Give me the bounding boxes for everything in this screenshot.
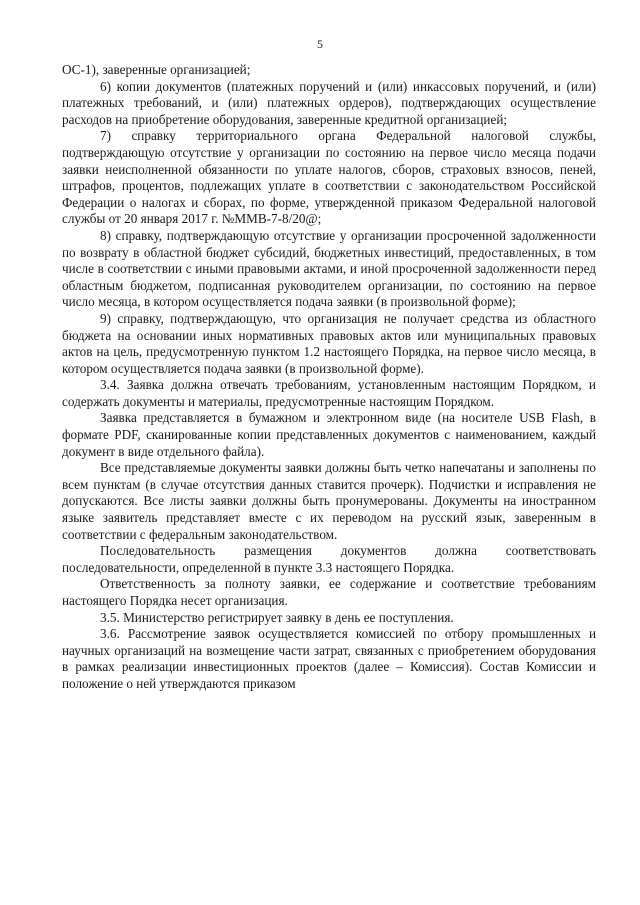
paragraph-section-3-6: 3.6. Рассмотрение заявок осуществляется комиссией по отбору промышленных и научных организаций на возмещение части затрат, связанных с приобретением оборудования в рамках реализации инвестиционных проектов (далее – Комиссия). Состав Комиссии и положение о ней утверждаются приказом — [62, 626, 596, 691]
paragraph-item-7-tax-certificate: 7) справку территориального органа Федеральной налоговой службы, подтверждающую отсутствие у организации по состоянию на первое число месяца подачи заявки неисполненной обязанности по уплате налогов, сборов, страховых взносов, пеней, штрафов, процентов, подлежащих уплате в соответствии с законодательством Российской Федерации о налогах и сборах, по форме, утвержденной приказом Федеральной налоговой службы от 20 января 2017 г. №ММВ-7-8/20@; — [62, 128, 596, 227]
paragraph-section-3-5: 3.5. Министерство регистрирует заявку в день ее поступления. — [100, 609, 454, 625]
paragraph-item-8-debt-certificate: 8) справку, подтверждающую отсутствие у организации просроченной задолженности по возврату в областной бюджет субсидий, бюджетных инвестиций, предоставленных, в том числе в соответствии с иными правовыми актами, и иной просроченной задолженности перед областным бюджетом, подписанная руководителем организации, по состоянию на первое число месяца, в котором осуществляется подача заявки (в произвольной форме); — [62, 227, 596, 310]
paragraph-item-6-payment-documents: 6) копии документов (платежных поручений и (или) инкассовых поручений, и (или) платежных требований, и (или) платежных ордеров), подтверждающих осуществление расходов на приобретение оборудования, заверенные кредитной организацией; — [62, 78, 596, 127]
paragraph-application-format: Заявка представляется в бумажном и электронном виде (на носителе USB Flash, в формате PDF, сканированные копии представленных документов с наименованием, каждый документ в виде отдельного файла). — [62, 410, 596, 459]
page-number: 5 — [317, 37, 323, 51]
paragraph-section-3-4: 3.4. Заявка должна отвечать требованиям, установленным настоящим Порядком, и содержать документы и материалы, предусмотренные настоящим Порядком. — [62, 377, 596, 409]
paragraph-document-requirements: Все представляемые документы заявки должны быть четко напечатаны и заполнены по всем пунктам (в случае отсутствия данных ставится прочерк). Подчистки и исправления не допускаются. Все листы заявки должны быть пронумерованы. Документы на иностранном языке заявитель представляет вместе с их переводом на русский язык, заверенным в соответствии с федеральным законодательством. — [62, 460, 596, 542]
paragraph-document-order: Последовательность размещения документов должна соответствовать последовательности, определенной в пункте 3.3 настоящего Порядка. — [62, 543, 596, 575]
document-body — [62, 62, 596, 693]
paragraph-responsibility: Ответственность за полноту заявки, ее содержание и соответствие требованиям настоящего Порядка несет организация. — [62, 576, 596, 608]
paragraph-item-9-no-funding-certificate: 9) справку, подтверждающую, что организация не получает средства из областного бюджета на основании иных нормативных правовых актов или муниципальных правовых актов на цель, предусмотренную пунктом 1.2 настоящего Порядка, на первое число месяца, в котором осуществляется подача заявки (в произвольной форме). — [62, 310, 596, 376]
paragraph-continuation-os1: ОС-1), заверенные организацией; — [62, 62, 251, 77]
